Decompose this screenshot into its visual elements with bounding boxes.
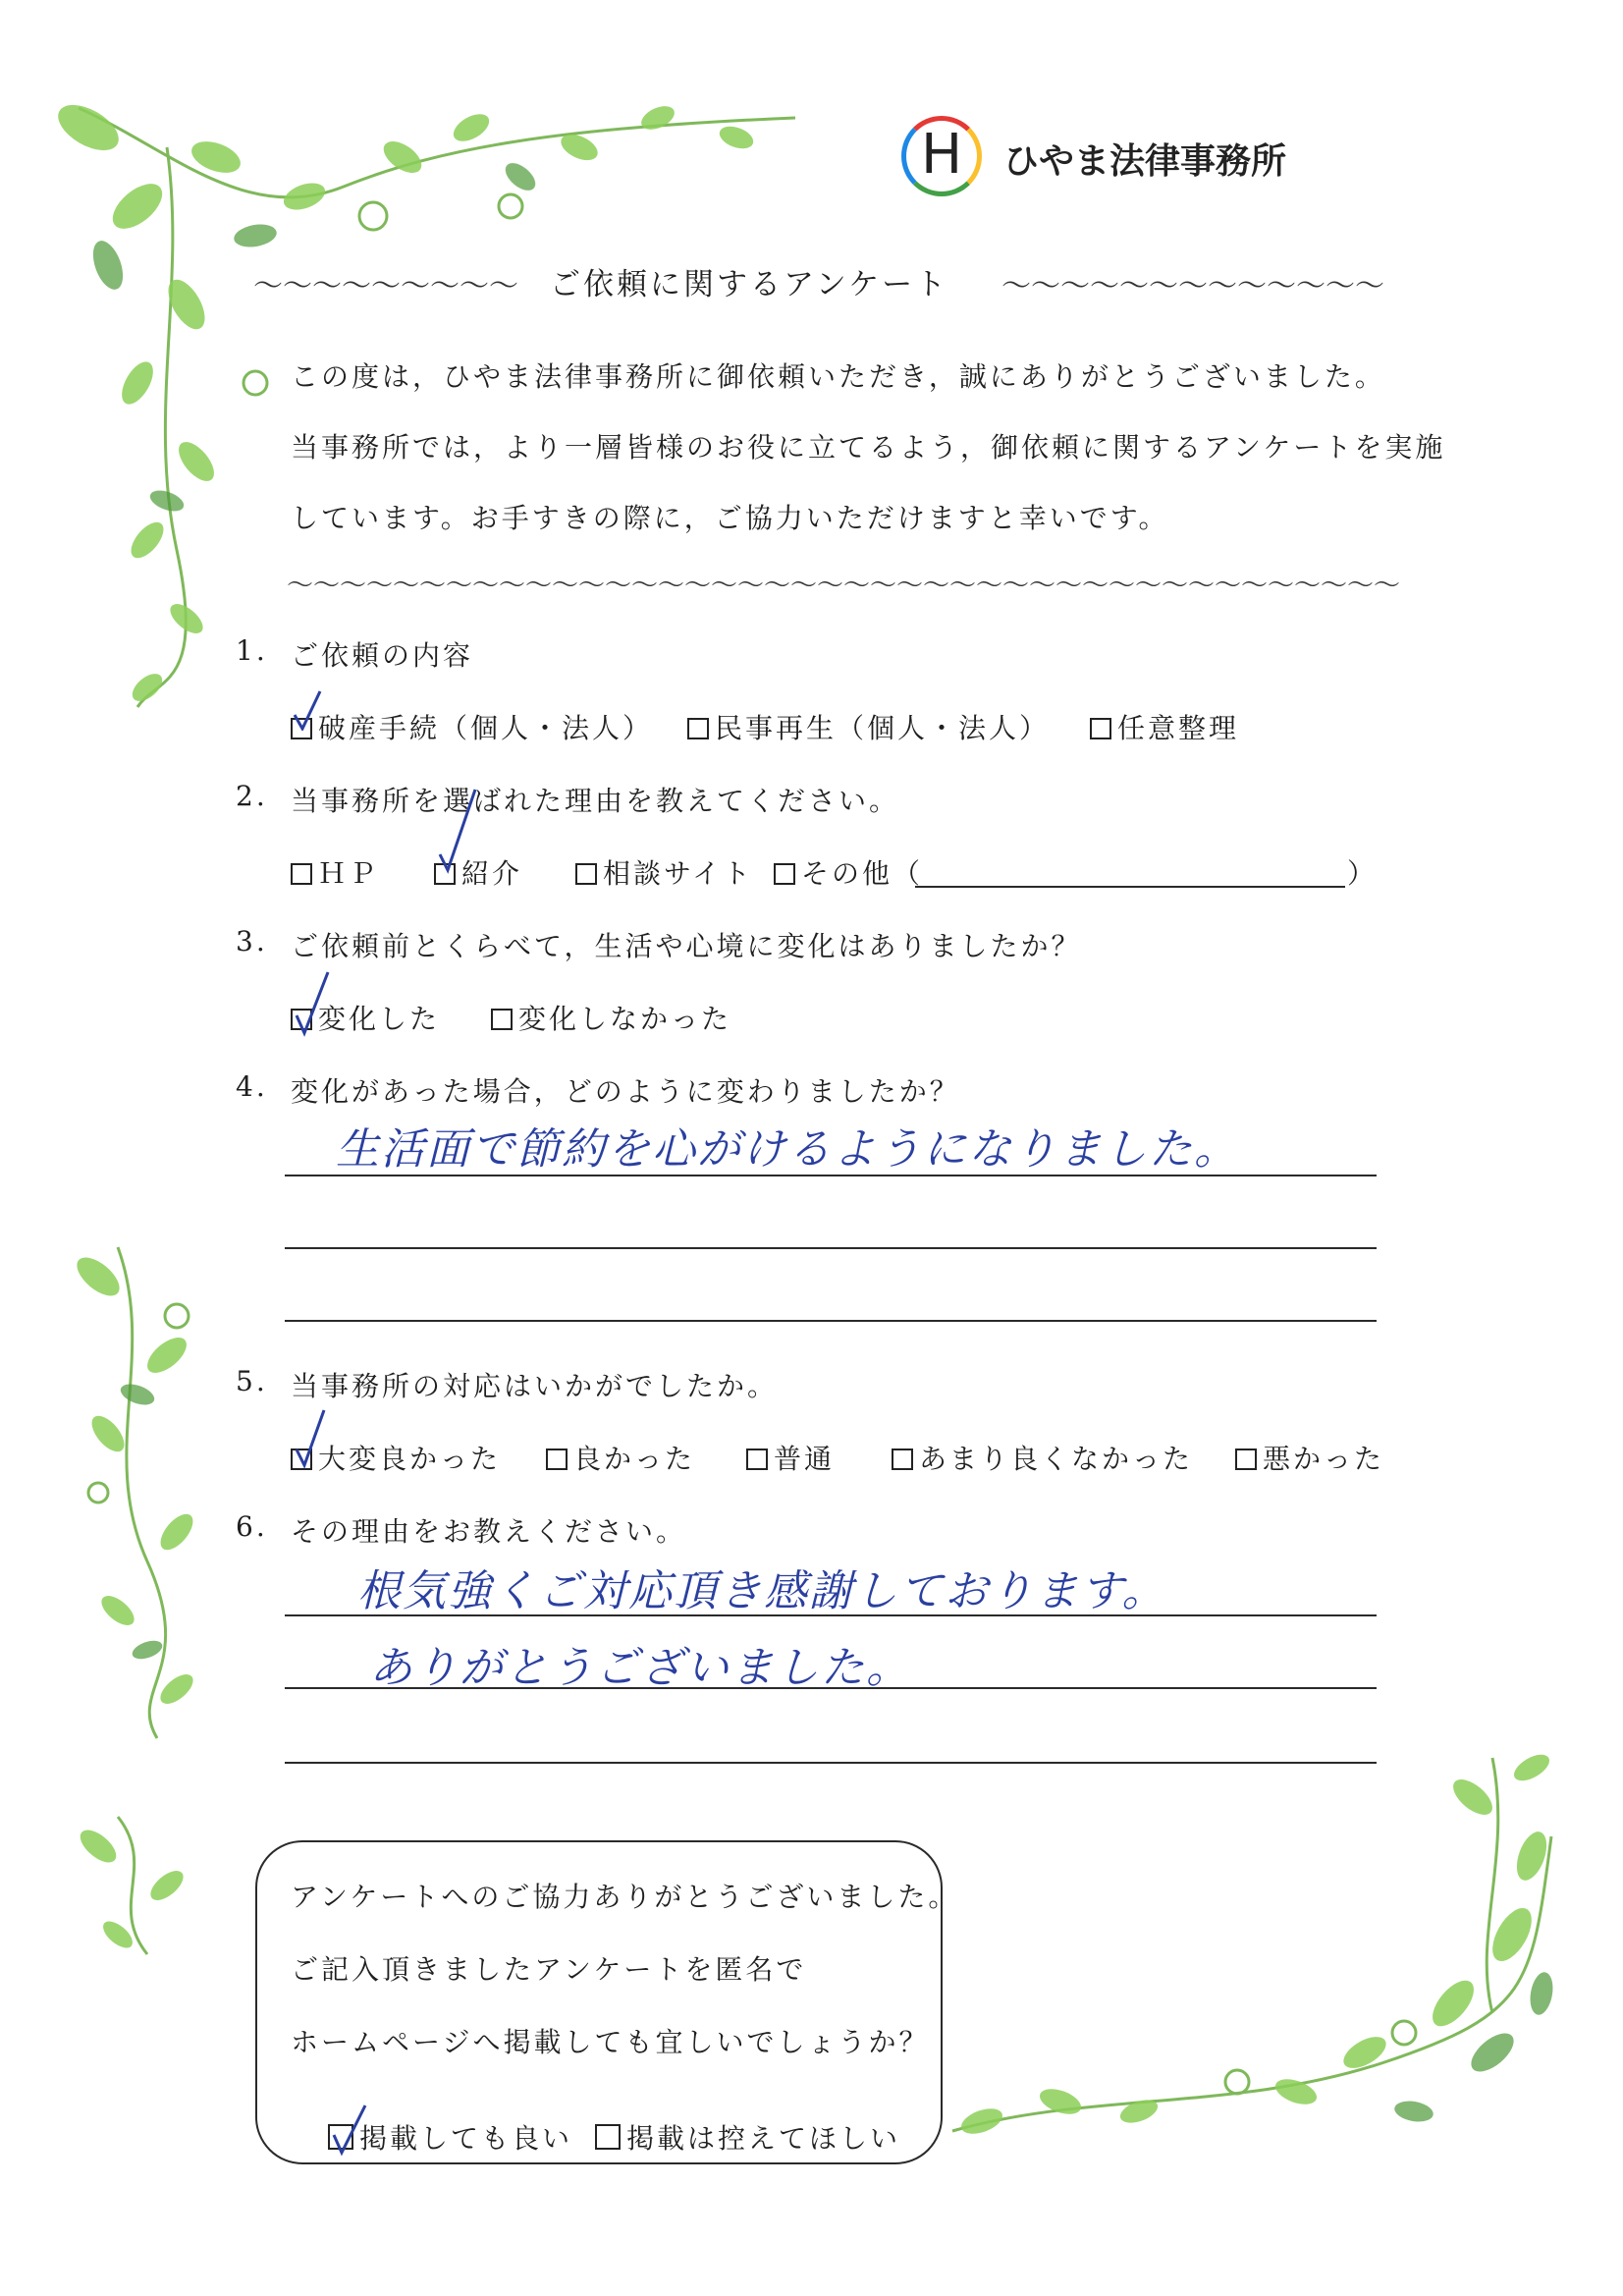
intro-line-1: この度は，ひやま法律事務所に御依頼いただき，誠にありがとうございました。 <box>291 360 1385 393</box>
q6-handwritten-answer-1: 根気強くご対応頂き感謝しております。 <box>357 1566 1167 1616</box>
q4-handwritten-answer: 生活面で節約を心がけるようになりました。 <box>336 1124 1239 1175</box>
q2-option-consult-site[interactable] <box>575 852 753 892</box>
q2-other-close: ） <box>1347 857 1379 890</box>
option-label: 良かった <box>573 1443 696 1475</box>
q1-number: 1. <box>236 634 268 667</box>
q3-option-not-changed[interactable] <box>491 998 731 1037</box>
logo-letter: H <box>920 123 963 187</box>
intro-line-3: しています。お手すきの際に，ご協力いただけますと幸いです。 <box>291 502 1169 534</box>
q2-option-hp[interactable] <box>291 852 379 892</box>
checkbox[interactable] <box>291 863 312 885</box>
intro-line-2: 当事務所では，より一層皆様のお役に立てるよう，御依頼に関するアンケートを実施 <box>291 431 1446 464</box>
q5-option-good[interactable] <box>546 1438 695 1477</box>
q4-question: 変化があった場合，どのように変わりましたか？ <box>291 1075 960 1108</box>
q5-option-average[interactable] <box>746 1438 835 1477</box>
closing-option-do-not-publish[interactable] <box>595 2117 900 2157</box>
closing-line-1: アンケートへのご協力ありがとうございました。 <box>291 1881 959 1913</box>
checkbox[interactable] <box>774 863 795 885</box>
q4-answer-line-2[interactable] <box>285 1247 1377 1249</box>
option-label: 変化した <box>318 1003 441 1035</box>
title-right-wave: ～～～～～～～～～～～～～ <box>1001 269 1384 303</box>
option-label: あまり良くなかった <box>919 1443 1194 1475</box>
vine-decoration-left-middle <box>59 1237 226 1748</box>
option-label: 破産手続（個人・法人） <box>318 712 654 744</box>
q1-option-bankruptcy[interactable] <box>291 707 653 746</box>
checkbox[interactable] <box>1235 1449 1257 1470</box>
option-label: 任意整理 <box>1117 712 1240 744</box>
q2-checkmark <box>436 786 479 874</box>
q2-question: 当事務所を選ばれた理由を教えてください。 <box>291 785 900 817</box>
checkbox[interactable] <box>892 1449 913 1470</box>
checkbox[interactable] <box>491 1009 513 1030</box>
option-label: 悪かった <box>1263 1443 1385 1475</box>
q1-question: ご依頼の内容 <box>291 639 474 672</box>
checkbox[interactable] <box>546 1449 568 1470</box>
q3-question: ご依頼前とくらべて，生活や心境に変化はありましたか？ <box>291 930 1082 962</box>
checkbox[interactable] <box>575 863 597 885</box>
closing-line-3: ホームページへ掲載しても宜しいでしょうか？ <box>291 2026 930 2058</box>
vine-decoration-bottom-right <box>943 1738 1571 2170</box>
q1-option-voluntary-arrangement[interactable] <box>1090 707 1239 746</box>
q5-question: 当事務所の対応はいかがでしたか。 <box>291 1370 779 1402</box>
option-label: その他（ <box>801 857 924 890</box>
q2-number: 2. <box>236 780 268 812</box>
q2-other-input-line[interactable] <box>915 886 1345 888</box>
office-logo <box>901 116 982 196</box>
closing-checkmark <box>330 2102 369 2157</box>
q4-number: 4. <box>236 1070 268 1103</box>
page-title: ご依頼に関するアンケート <box>550 267 949 302</box>
option-label: 大変良かった <box>318 1443 502 1475</box>
checkbox[interactable] <box>746 1449 768 1470</box>
q5-option-not-so-good[interactable] <box>892 1438 1193 1477</box>
q4-answer-line-3[interactable] <box>285 1320 1377 1322</box>
option-label: 相談サイト <box>603 857 754 890</box>
q5-checkmark <box>293 1406 328 1469</box>
checkbox[interactable] <box>595 2124 621 2150</box>
option-label: 掲載は控えてほしい <box>626 2122 901 2155</box>
option-label: 民事再生（個人・法人） <box>715 712 1051 744</box>
q6-number: 6. <box>236 1510 268 1543</box>
q3-checkmark <box>293 968 332 1037</box>
vine-decoration-top-left <box>49 88 835 717</box>
option-label: 普通 <box>774 1443 836 1475</box>
q5-number: 5. <box>236 1365 268 1397</box>
q6-answer-line-2[interactable] <box>285 1687 1377 1689</box>
q1-checkmark <box>291 687 324 731</box>
option-label: 変化しなかった <box>518 1003 732 1035</box>
checkbox[interactable] <box>687 718 709 739</box>
q6-handwritten-answer-2: ありがとうございました。 <box>369 1643 911 1693</box>
q6-question: その理由をお教えください。 <box>291 1515 687 1548</box>
office-name: ひやま法律事務所 <box>1003 141 1287 182</box>
option-label: 掲載しても良い <box>359 2122 573 2155</box>
intro-divider: ～～～～～～～～～～～～～～～～～～～～～～～～～～～～～～～～～～～～～～～～～～ <box>287 571 1400 601</box>
q2-option-other[interactable] <box>774 852 923 892</box>
closing-line-2: ご記入頂きましたアンケートを匿名で <box>291 1953 807 1986</box>
q3-number: 3. <box>236 925 268 957</box>
checkbox[interactable] <box>1090 718 1111 739</box>
title-left-wave: ～～～～～～～～～ <box>253 269 518 303</box>
q1-option-civil-rehabilitation[interactable] <box>687 707 1050 746</box>
option-label: ＨＰ <box>318 857 380 890</box>
q6-answer-line-1[interactable] <box>285 1614 1377 1616</box>
option-label: 紹介 <box>461 857 523 890</box>
q5-option-bad[interactable] <box>1235 1438 1384 1477</box>
vine-decoration-left-lower <box>59 1807 226 1964</box>
q6-answer-line-3[interactable] <box>285 1762 1377 1764</box>
q4-answer-line-1[interactable] <box>285 1175 1377 1176</box>
